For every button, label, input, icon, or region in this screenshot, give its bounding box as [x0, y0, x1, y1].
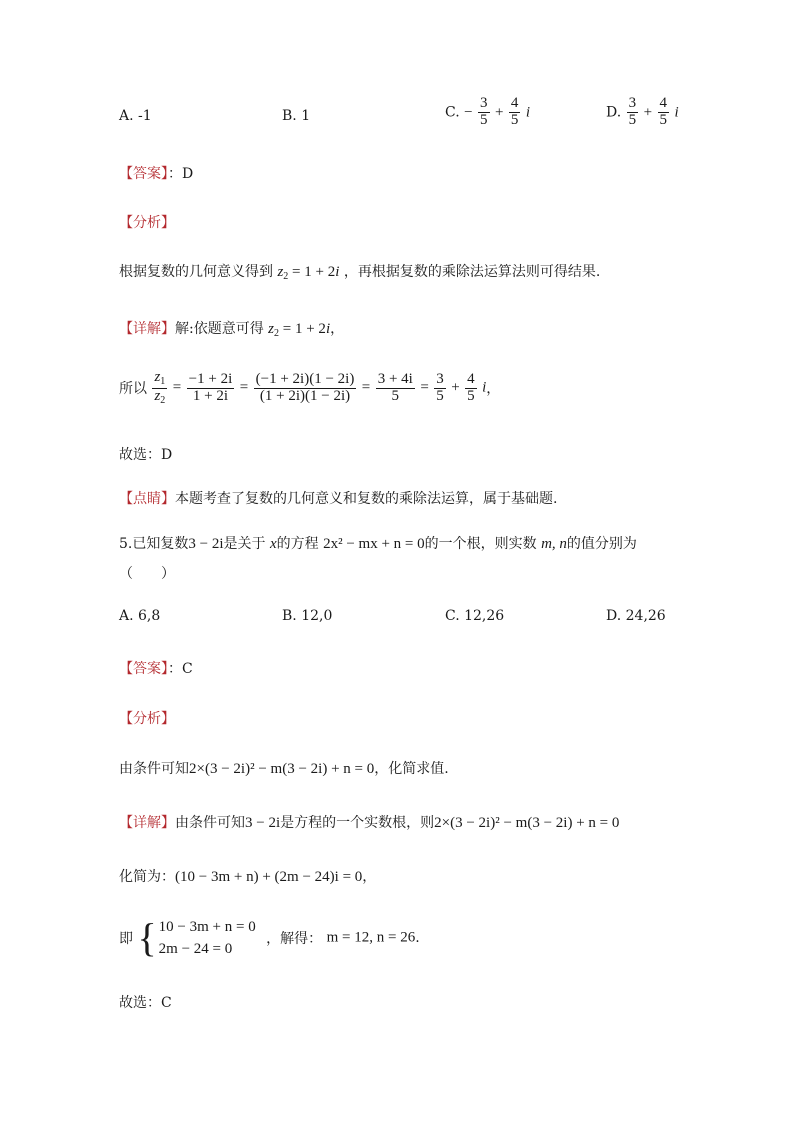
frac-step-2: $\frac{(-1 + 2i)(1 - 2i)}{(1 + 2i)(1 - 2i)}$	[255, 370, 355, 404]
option-d-imag: i	[674, 104, 679, 121]
frac-z1-z2: $\frac{z_1}{z_2}$	[154, 369, 166, 406]
q5-system: 即 { 10 − 3m + n = 0 2m − 24 = 0 ，解得： m = 12, n = 26.	[119, 915, 420, 960]
q5-option-d: D. 24,26	[606, 608, 666, 624]
frac-step-1: $\frac{-1 + 2i}{1 + 2i}$	[188, 370, 233, 404]
option-d-fraction-1: $\frac{3}{5}$	[628, 95, 637, 128]
option-c-prefix: C.	[445, 104, 460, 121]
option-d-prefix: D.	[606, 104, 622, 121]
q4-comment: 【点睛】本题考查了复数的几何意义和复数的乘除法运算，属于基础题.	[119, 491, 558, 507]
answer-label: 【答案】	[119, 661, 168, 677]
q4-conclusion: 故选：D	[119, 447, 173, 463]
q4-analysis-text: 根据复数的几何意义得到 $z_2 = 1 + 2i$ ，再根据复数的乘除法运算法则可得结果.	[119, 264, 601, 282]
q5-analysis-text: 由条件可知2×(3 − 2i)² − m(3 − 2i) + n = 0，化简求值.	[119, 761, 449, 777]
option-d	[606, 96, 679, 129]
option-d-fraction-2: $\frac{4}{5}$	[659, 95, 668, 128]
q5-simplify: 化简为：(10 − 3m + n) + (2m − 24)i = 0，	[119, 869, 377, 885]
option-a: A. -1	[119, 108, 152, 124]
frac-step-3: $\frac{3 + 4i}{5}$	[377, 370, 413, 404]
detail-label: 【详解】	[119, 321, 175, 337]
q5-stem: 5.已知复数3 − 2i是关于 x的方程 2x² − mx + n = 0的一个根，则实数 m, n的值分别为	[119, 536, 637, 552]
q5-detail: 【详解】由条件可知3 − 2i是方程的一个实数根，则2×(3 − 2i)² − m(3 − 2i) + n = 0	[119, 815, 620, 831]
detail-label: 【详解】	[119, 815, 175, 831]
option-c	[445, 96, 530, 129]
frac-step-4: $\frac{3}{5}$	[436, 370, 444, 404]
option-b: B. 1	[282, 108, 311, 124]
answer-value: ：D	[168, 166, 194, 182]
equation-system: { 10 − 3m + n = 0 2m − 24 = 0	[137, 915, 256, 960]
option-c-minus: −	[464, 104, 473, 121]
q4-analysis-label: 【分析】	[119, 215, 175, 231]
comment-label: 【点睛】	[119, 491, 175, 507]
q4-calculation: 所以 $\frac{z_1}{z_2}$ = $\frac{-1 + 2i}{1 + 2i}$ = $\frac{(-1 + 2i)(1 - 2i)}{(1 + 2i)(1 - 2i)}$ = $\frac{3 + 4i}{5}$ = $\frac{3}{5}$ + $\frac{4}{5}$ i，	[119, 369, 501, 406]
answer-value: ：C	[168, 661, 193, 677]
q5-option-a: A. 6,8	[119, 608, 161, 624]
q5-option-c: C. 12,26	[445, 608, 505, 624]
option-c-fraction-1: $\frac{3}{5}$	[480, 95, 488, 128]
q5-option-b: B. 12,0	[282, 608, 333, 624]
q5-analysis-label: 【分析】	[119, 711, 175, 727]
q4-answer	[119, 163, 193, 183]
answer-label: 【答案】	[119, 166, 168, 182]
q5-conclusion: 故选：C	[119, 995, 172, 1011]
option-c-imag: i	[525, 104, 531, 121]
option-c-plus: +	[495, 104, 504, 121]
frac-step-5: $\frac{4}{5}$	[467, 370, 475, 404]
option-c-fraction-2: $\frac{4}{5}$	[510, 95, 519, 128]
q4-detail: 【详解】解:依题意可得 $z_2 = 1 + 2i$，	[119, 321, 345, 339]
q5-answer	[119, 658, 193, 678]
option-d-plus: +	[643, 104, 653, 121]
q5-stem-paren: （ ）	[119, 566, 175, 582]
